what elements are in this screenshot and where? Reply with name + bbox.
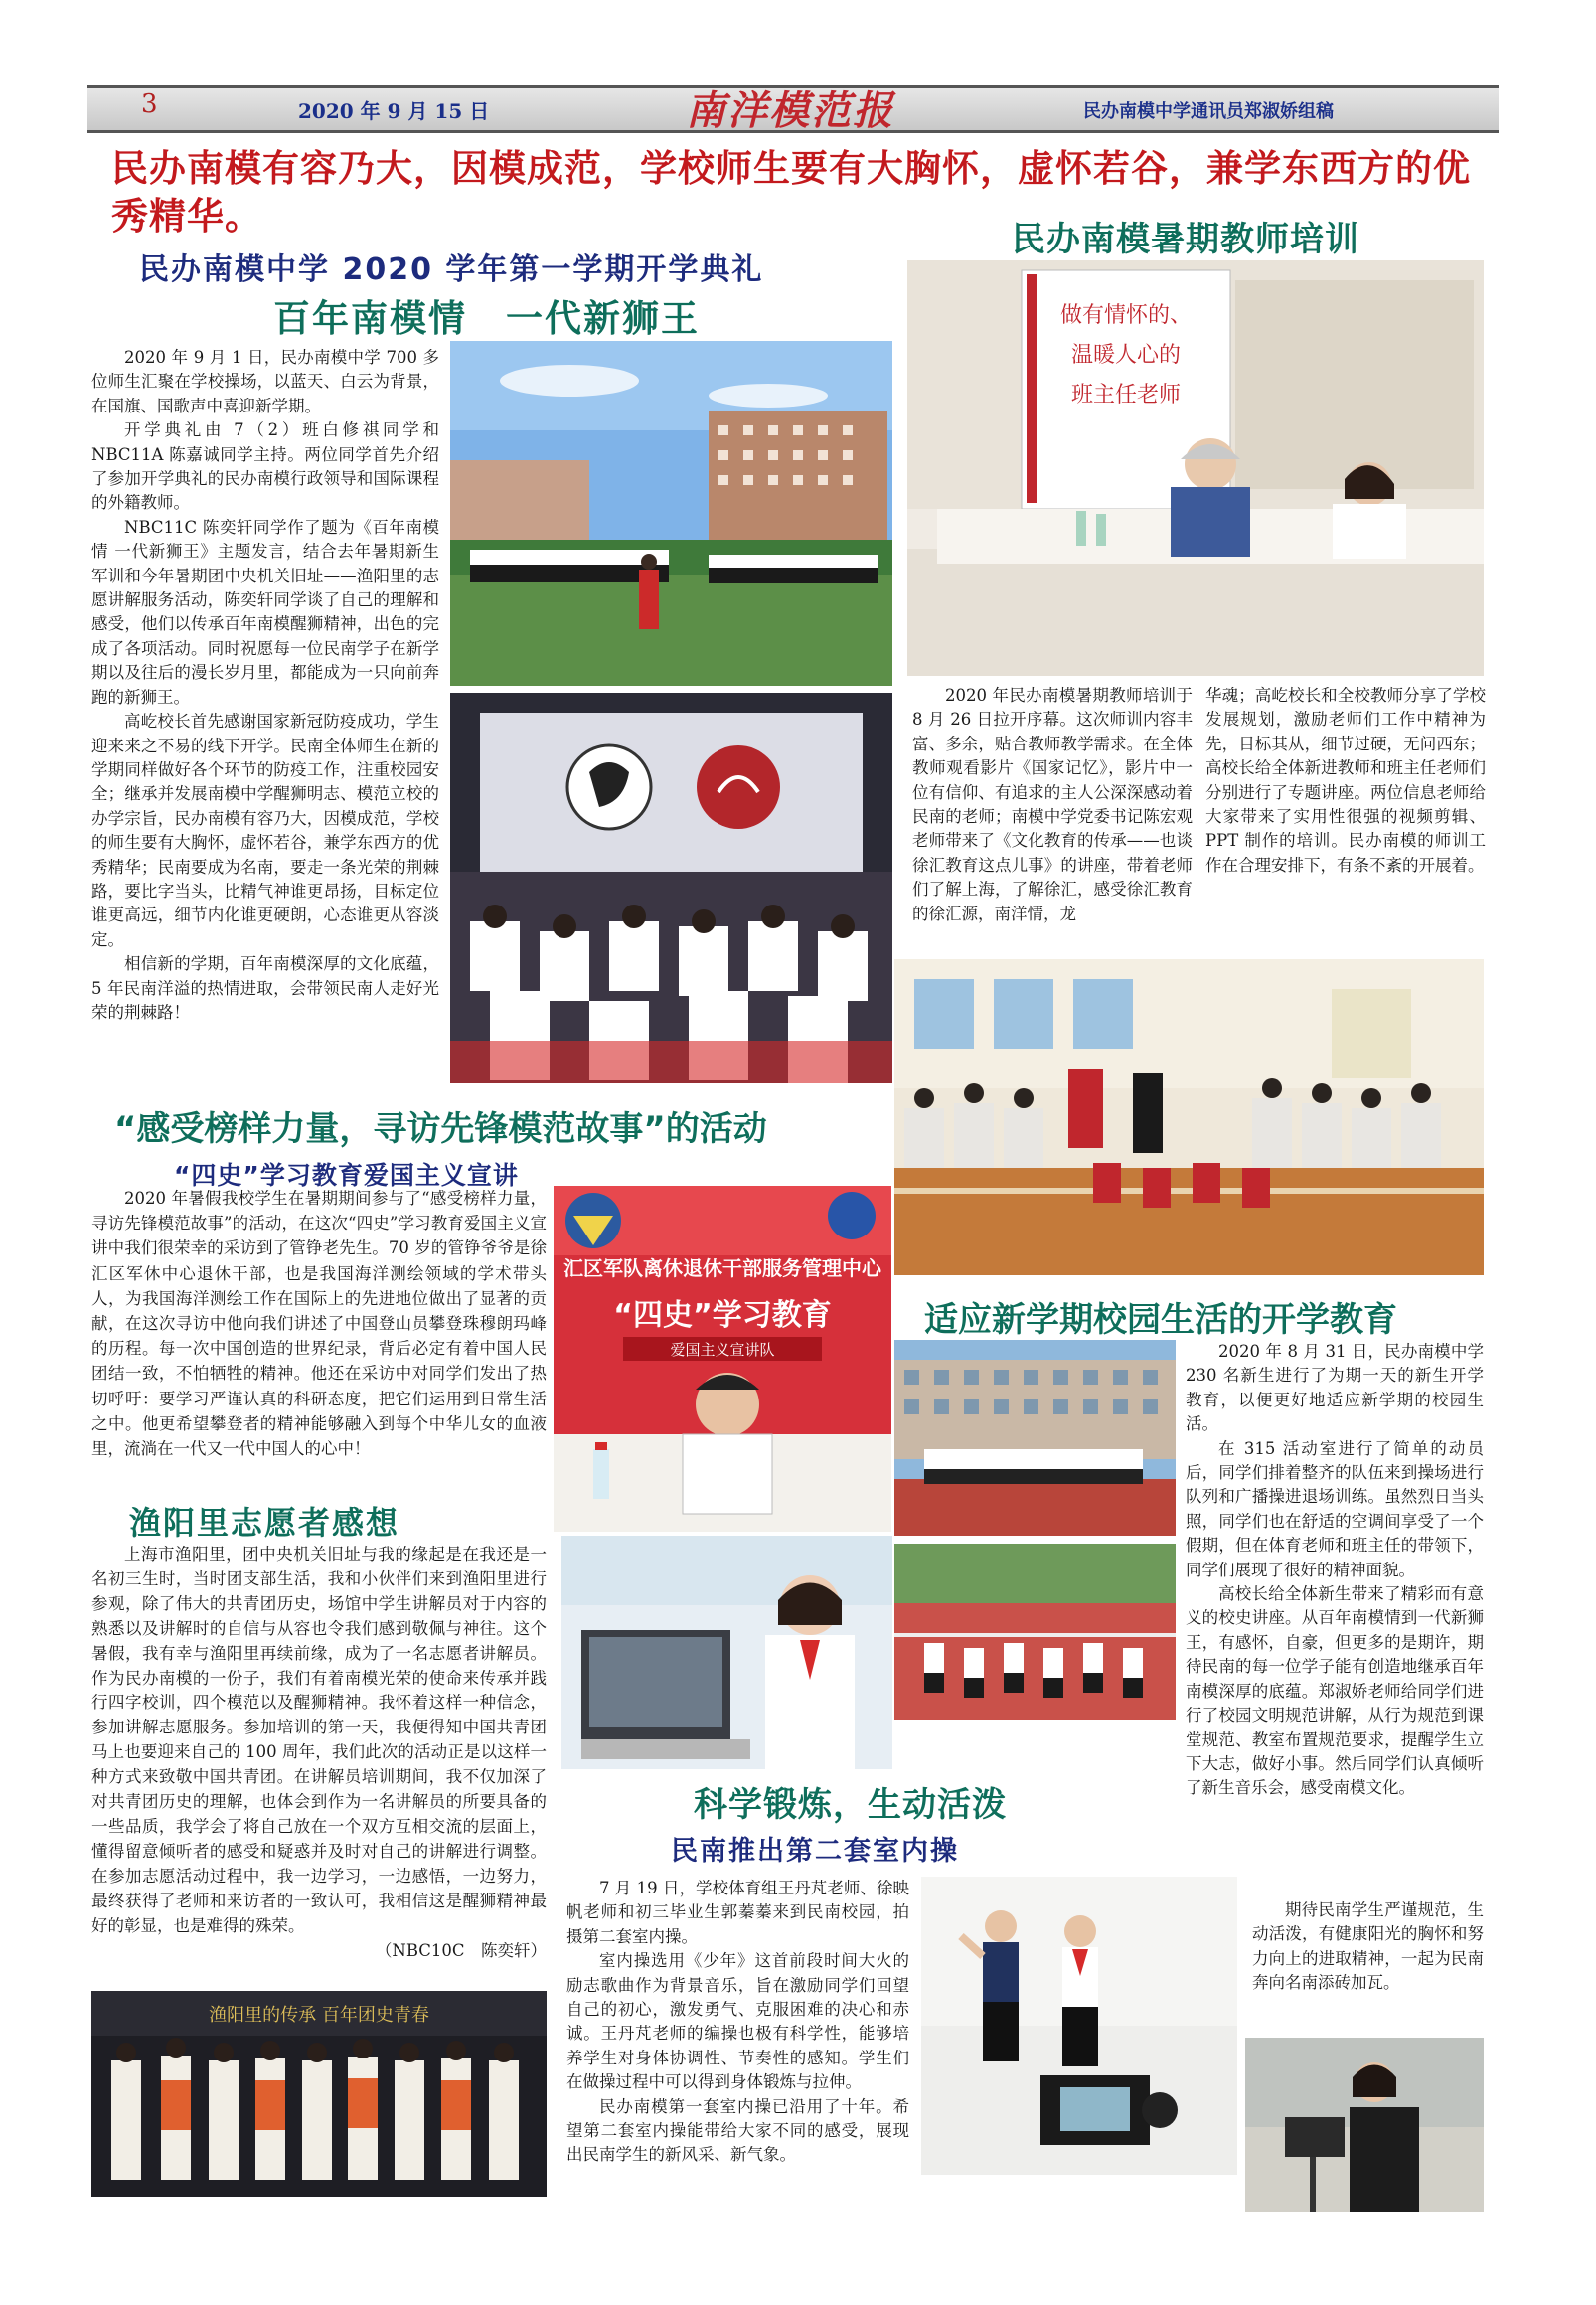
volunteer-title: 渔阳里志愿者感想 — [129, 1504, 400, 1542]
issue-date: 2020 年 9 月 15 日 — [298, 99, 490, 123]
lead-banner: 民办南模有容乃大，因模成范，学校师生要有大胸怀，虚怀若谷，兼学东西方的优秀精华。 — [111, 147, 1471, 238]
training-text-col2 — [1205, 684, 1486, 878]
volunteer-group-photo — [91, 1991, 547, 2197]
slide-line-3: 班主任老师 — [1070, 383, 1182, 408]
volunteer-signature: （NBC10C 陈奕轩） — [375, 1940, 547, 1960]
poster-line-3: 爱国主义宣讲队 — [670, 1341, 775, 1359]
orientation-text — [1186, 1340, 1484, 1801]
exercise-title: 科学锻炼，生动活泼 — [694, 1785, 1007, 1825]
assembly-photo — [450, 341, 892, 686]
orientation-field-photo — [894, 1544, 1176, 1720]
ceremony-text — [91, 346, 439, 1025]
slide-line-1: 做有情怀的、 — [1059, 303, 1193, 328]
slide-line-2: 温暖人心的 — [1070, 343, 1182, 368]
training-photo — [907, 260, 1484, 676]
page-number: 3 — [141, 89, 158, 119]
paragraph: 2020 年民办南模暑期教师培训于 8 月 26 日拉开序幕。这次师训内容丰富、多余，贴合教师教学需求。在全体教师观看影片《国家记忆》，影片中一位有信仰、有追求的主人公深深感动着民南的老师；南模中学党委书记陈宏观老师带来了《文化教育的传承——也谈徐汇教育这点儿事》的讲座，带着老师们了解上海，了解徐汇，感受徐汇教育的徐汇源，南洋情，龙 — [912, 686, 1193, 923]
paragraph: 2020 年 9 月 1 日，民办南模中学 700 多位师生汇聚在学校操场，以蓝天、白云为背景，在国旗、国歌声中喜迎新学期。 — [91, 348, 439, 415]
exercise-text — [566, 1877, 909, 2168]
auditorium-photo — [450, 693, 892, 1083]
student-laptop-photo — [561, 1536, 892, 1769]
paragraph: 2020 年 8 月 31 日，民办南模中学 230 名新生进行了为期一天的新生开学教育，以便更好地适应新学期的校园生活。 — [1186, 1342, 1484, 1434]
paragraph: 在 315 活动室进行了简单的动员后，同学们排着整齐的队伍来到操场进行队列和广播操进退场训练。虽然烈日当头照，同学们也在舒适的空调间享受了一个假期，但在体育老师和班主任的带领下，同学们展现了很好的精神面貌。 — [1186, 1438, 1484, 1579]
training-hall-photo — [894, 959, 1484, 1275]
pioneer-kicker: “四史”学习教育爱国主义宣讲 — [174, 1161, 519, 1190]
masthead: 南洋模范报 — [686, 87, 894, 134]
orientation-yard-photo — [894, 1340, 1176, 1536]
pioneer-title: “感受榜样力量，寻访先锋模范故事”的活动 — [114, 1109, 767, 1149]
paragraph: 室内操选用《少年》这首前段时间大火的励志歌曲作为背景音乐，旨在激励同学们回望自己的初心，激发勇气、克服困难的决心和赤诚。王丹芃老师的编操也极有科学性，能够培养学生对身体协调性、节奏性的感知。学生们在做操过程中可以得到身体锻炼与拉伸。 — [566, 1951, 909, 2092]
paragraph: 2020 年暑假我校学生在暑期期间参与了“感受榜样力量，寻访先锋模范故事”的活动，在这次“四史”学习教育爱国主义宣讲中我们很荣幸的采访到了管铮老先生。70 岁的管铮爷爷是徐汇区军休中心退休干部，也是我国海洋测绘领域的学术带头人，为我国海洋测绘工作在国际上的先进地位做出了显著的贡献，在这次寻访中他向我们讲述了中国登山员攀登珠穆朗玛峰的历程。每一次中国创造的世界纪录，背后必定有着中国人民团结一致，不怕牺牲的精神。他还在采访中对同学们发出了热切呼吁：要学习严谨认真的科研态度，把它们运用到日常生活之中。他更希望攀登者的精神能够融入到每个中华儿女的血液里，流淌在一代又一代中国人的心中！ — [91, 1189, 547, 1459]
paragraph: 开学典礼由 7（2）班白修祺同学和 NBC11A 陈嘉诚同学主持。两位同学首先介绍了参加开学典礼的民办南模行政领导和国际课程的外籍教师。 — [91, 420, 439, 513]
training-text-col1 — [912, 684, 1193, 926]
paragraph: 华魂；高屹校长和全校教师分享了学校发展规划，激励老师们工作中精神为先，目标其从，细节过硬，无问西东；高校长给全体新进教师和班主任老师们分别进行了专题讲座。两位信息老师给大家带来了实用性很强的视频剪辑、PPT 制作的培训。民办南模的师训工作在合理安排下，有条不紊的开展着。 — [1205, 686, 1486, 875]
orientation-title: 适应新学期校园生活的开学教育 — [924, 1300, 1397, 1340]
paragraph: 相信新的学期，百年南模深厚的文化底蕴，5 年民南洋溢的热情进取，会带领民南人走好光荣的荆棘路！ — [91, 954, 439, 1022]
paragraph: 上海市渔阳里，团中央机关旧址与我的缘起是在我还是一名初三生时，当时团支部生活，我和小伙伴们来到渔阳里进行参观，除了伟大的共青团历史，场馆中学生讲解员对于内容的熟悉以及讲解时的自信与从容也令我们感到敬佩与神往。这个暑假，我有幸与渔阳里再续前缘，成为了一名志愿者讲解员。作为民办南模的一份子，我们有着南模光荣的使命来传承并践行四字校训，四个模范以及醒狮精神。我怀着这样一种信念，参加讲解志愿服务。参加培训的第一天，我便得知中国共青团马上也要迎来自己的 100 周年，我们此次的活动正是以这样一种方式来致敬中国共青团。在讲解员培训期间，我不仅加深了对共青团历史的理解，也体会到作为一名讲解员的所要具备的一些品质，我学会了将自己放在一个双方互相交流的层面上，懂得留意倾听者的感受和疑惑并及时对自己的讲解进行调整。在参加志愿活动过程中，我一边学习，一边感悟，一边努力，最终获得了老师和来访者的一致认可，我相信这是醒狮精神最好的彰显，也是难得的殊荣。 — [91, 1545, 547, 1935]
pioneer-photo — [554, 1186, 891, 1532]
ceremony-kicker: 民办南模中学 2020 学年第一学期开学典礼 — [139, 252, 764, 287]
poster-line-1: 汇区军队离休退休干部服务管理中心 — [563, 1256, 881, 1280]
exercise-filming-photo — [921, 1877, 1237, 2175]
paragraph: 民办南模第一套室内操已沿用了十年。希望第二套室内操能带给大家不同的感受，展现出民南学生的新风采、新气象。 — [566, 2096, 909, 2165]
volunteer-text — [91, 1543, 547, 1963]
event-banner-text: 渔阳里的传承 百年团史青春 — [209, 2005, 429, 2026]
paragraph: NBC11C 陈奕轩同学作了题为《百年南模情 一代新狮王》主题发言，结合去年暑期新生军训和今年暑期团中央机关旧址——渔阳里的志愿讲解服务活动，陈奕轩同学谈了自己的理解和感受，他们以传承百年南模醒狮精神，出色的完成了各项活动。同时祝愿每一位民南学子在新学期以及往后的漫长岁月里，都能成为一只向前奔跑的新狮王。 — [91, 517, 439, 707]
pioneer-text — [91, 1186, 547, 1461]
orientation-closing-text — [1252, 1898, 1484, 1996]
paragraph: 期待民南学生严谨规范，生动活泼，有健康阳光的胸怀和努力向上的进取精神，一起为民南奔向名南添砖加瓦。 — [1252, 1900, 1484, 1993]
paragraph: 高屹校长首先感谢国家新冠防疫成功，学生迎来来之不易的线下开学。民南全体师生在新的学期同样做好各个环节的防疫工作，注重校园安全；继承并发展南模中学醒狮明志、模范立校的办学宗旨，民办南模有容乃大，因模成范，学校的师生要有大胸怀，虚怀若谷，兼学东西方的优秀精华；民南要成为名南，要走一条光荣的荆棘路，要比字当头，比精气神谁更昂扬，目标定位谁更高远，细节内化谁更硬朗，心态谁更从容淡定。 — [91, 712, 439, 949]
credit-line: 民办南模中学通讯员郑淑娇组稿 — [1083, 101, 1334, 122]
training-title: 民办南模暑期教师培训 — [1012, 220, 1359, 259]
camera-student-photo — [1245, 2038, 1484, 2212]
paragraph: 7 月 19 日，学校体育组王丹芃老师、徐映帆老师和初三毕业生郭蓁蓁来到民南校园，拍摄第二套室内操。 — [566, 1879, 909, 1946]
ceremony-title: 百年南模情 一代新狮王 — [273, 297, 700, 340]
poster-line-2: “四史”学习教育 — [613, 1298, 832, 1333]
exercise-kicker: 民南推出第二套室内操 — [671, 1836, 959, 1867]
paragraph: 高校长给全体新生带来了精彩而有意义的校史讲座。从百年南模情到一代新狮王，有感怀，自豪，但更多的是期许，期待民南的每一位学子能有创造地继承百年南模深厚的底蕴。郑淑娇老师给同学们进行了校园文明规范讲解，从行为规范到课堂规范、教室布置规范要求，提醒学生立下大志，做好小事。然后同学们认真倾听了新生音乐会，感受南模文化。 — [1186, 1584, 1484, 1798]
